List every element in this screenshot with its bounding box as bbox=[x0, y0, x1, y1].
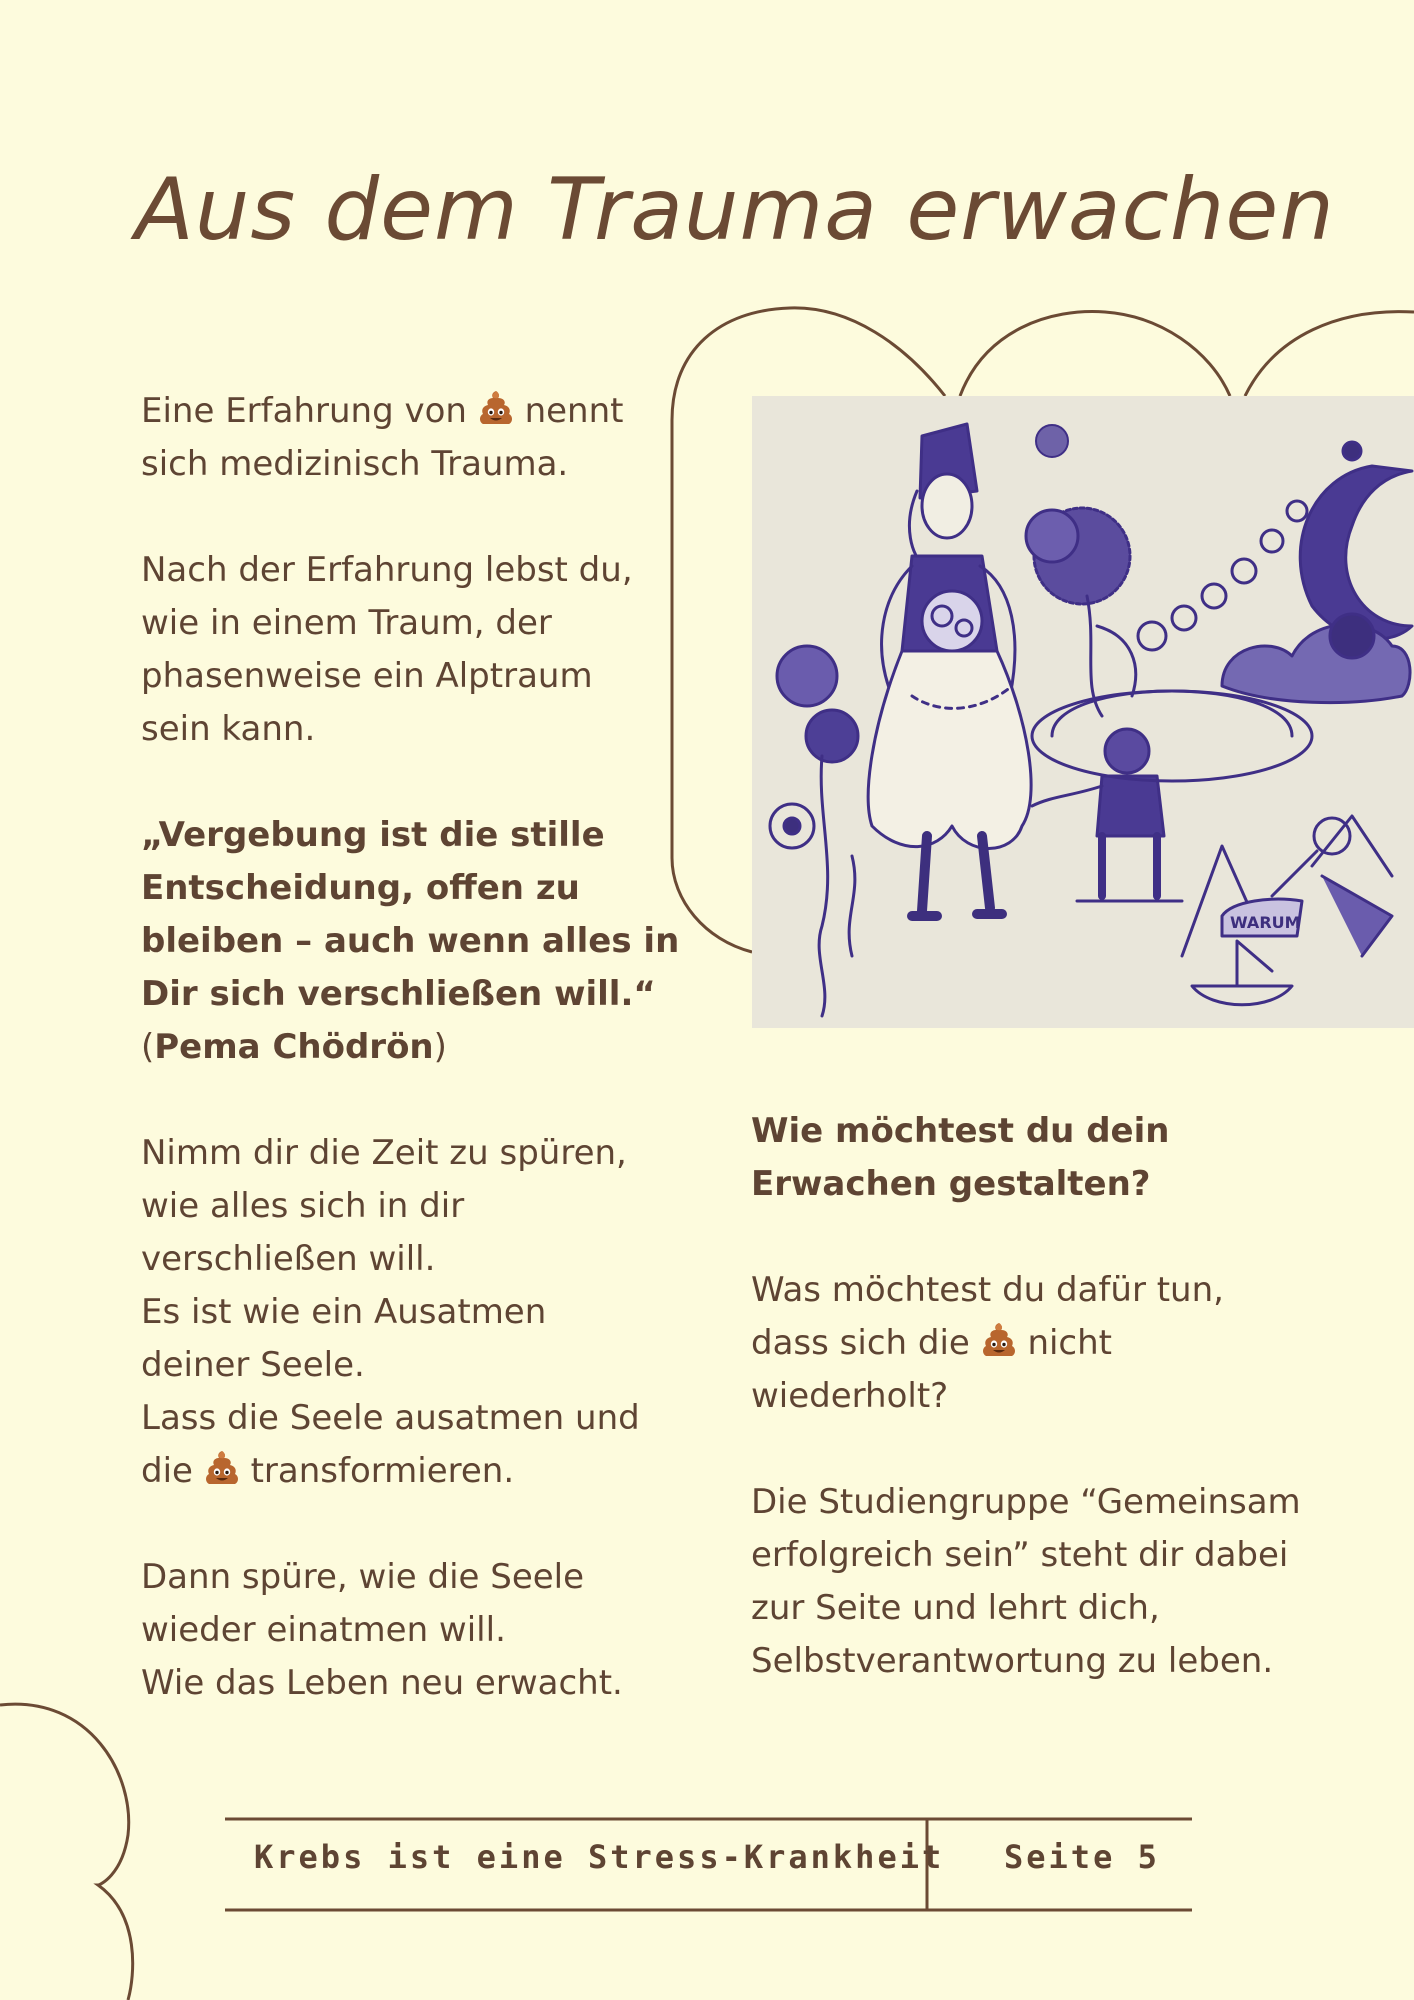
quote-line: „Vergebung ist die stille bbox=[141, 815, 605, 855]
text-line: Selbstverantwortung zu leben. bbox=[751, 1641, 1274, 1681]
study-group-paragraph bbox=[751, 1476, 1351, 1688]
quote-line: Entscheidung, offen zu bbox=[141, 868, 580, 908]
ink-drawing-illustration bbox=[752, 396, 1414, 1028]
text-line: wiederholt? bbox=[751, 1376, 949, 1416]
question-line: Wie möchtest du dein bbox=[751, 1111, 1170, 1151]
left-column bbox=[141, 385, 681, 1763]
page-title: Aus dem Trauma erwachen bbox=[135, 160, 1335, 260]
text-line: Die Studiengruppe “Gemeinsam bbox=[751, 1482, 1301, 1522]
text-line: wie alles sich in dir bbox=[141, 1186, 465, 1226]
quote-author: Pema Chödrön bbox=[154, 1027, 434, 1067]
pile-of-poo-icon bbox=[981, 1320, 1017, 1360]
dream-paragraph bbox=[141, 544, 681, 756]
text-line: phasenweise ein Alptraum bbox=[141, 656, 593, 696]
text-fragment: nennt bbox=[524, 391, 624, 431]
text-line: Dann spüre, wie die Seele bbox=[141, 1557, 585, 1597]
quote-paragraph bbox=[141, 809, 681, 1074]
text-fragment: transformieren. bbox=[250, 1451, 515, 1491]
quote-line: Dir sich verschließen will.“ bbox=[141, 974, 656, 1014]
text-fragment: die bbox=[141, 1451, 193, 1491]
warum-sign-text: WARUM bbox=[1230, 913, 1301, 932]
question-heading bbox=[751, 1105, 1351, 1211]
scallop-outline-1 bbox=[960, 312, 1230, 396]
text-line: sein kann. bbox=[141, 709, 316, 749]
text-line: wie in einem Traum, der bbox=[141, 603, 552, 643]
text-fragment: dass sich die bbox=[751, 1323, 970, 1363]
exhale-paragraph bbox=[141, 1127, 681, 1498]
text-line: Wie das Leben neu erwacht. bbox=[141, 1663, 623, 1703]
quote-line: bleiben – auch wenn alles in bbox=[141, 921, 680, 961]
pile-of-poo-icon bbox=[478, 388, 514, 428]
paren: ) bbox=[433, 1027, 447, 1067]
text-line: Nach der Erfahrung lebst du, bbox=[141, 550, 633, 590]
text-line: wieder einatmen will. bbox=[141, 1610, 506, 1650]
intro-paragraph bbox=[141, 385, 681, 491]
scallop-outline-2 bbox=[1245, 312, 1414, 396]
text-fragment: Eine Erfahrung von bbox=[141, 391, 467, 431]
right-column bbox=[751, 1105, 1351, 1741]
quote-attribution bbox=[141, 1021, 681, 1074]
text-line: Es ist wie ein Ausatmen bbox=[141, 1292, 547, 1332]
text-line: sich medizinisch Trauma. bbox=[141, 444, 569, 484]
text-fragment: nicht bbox=[1027, 1323, 1113, 1363]
footer-page-number: Seite 5 bbox=[1004, 1838, 1160, 1876]
drawing-artwork bbox=[752, 396, 1414, 1028]
text-line: Lass die Seele ausatmen und bbox=[141, 1398, 640, 1438]
pile-of-poo-icon bbox=[204, 1448, 240, 1488]
corner-wave-outline bbox=[0, 1704, 133, 2000]
action-paragraph bbox=[751, 1264, 1351, 1423]
text-line: Was möchtest du dafür tun, bbox=[751, 1270, 1224, 1310]
text-line bbox=[141, 1445, 681, 1498]
text-line: deiner Seele. bbox=[141, 1345, 365, 1385]
text-line: zur Seite und lehrt dich, bbox=[751, 1588, 1160, 1628]
text-line: verschließen will. bbox=[141, 1239, 436, 1279]
question-line: Erwachen gestalten? bbox=[751, 1164, 1151, 1204]
text-line: Nimm dir die Zeit zu spüren, bbox=[141, 1133, 627, 1173]
footer-book-title: Krebs ist eine Stress-Krankheit bbox=[254, 1838, 945, 1876]
text-line bbox=[751, 1317, 1351, 1370]
paren: ( bbox=[141, 1027, 155, 1067]
text-line: erfolgreich sein” steht dir dabei bbox=[751, 1535, 1289, 1575]
text-line bbox=[141, 385, 681, 438]
inhale-paragraph bbox=[141, 1551, 681, 1710]
